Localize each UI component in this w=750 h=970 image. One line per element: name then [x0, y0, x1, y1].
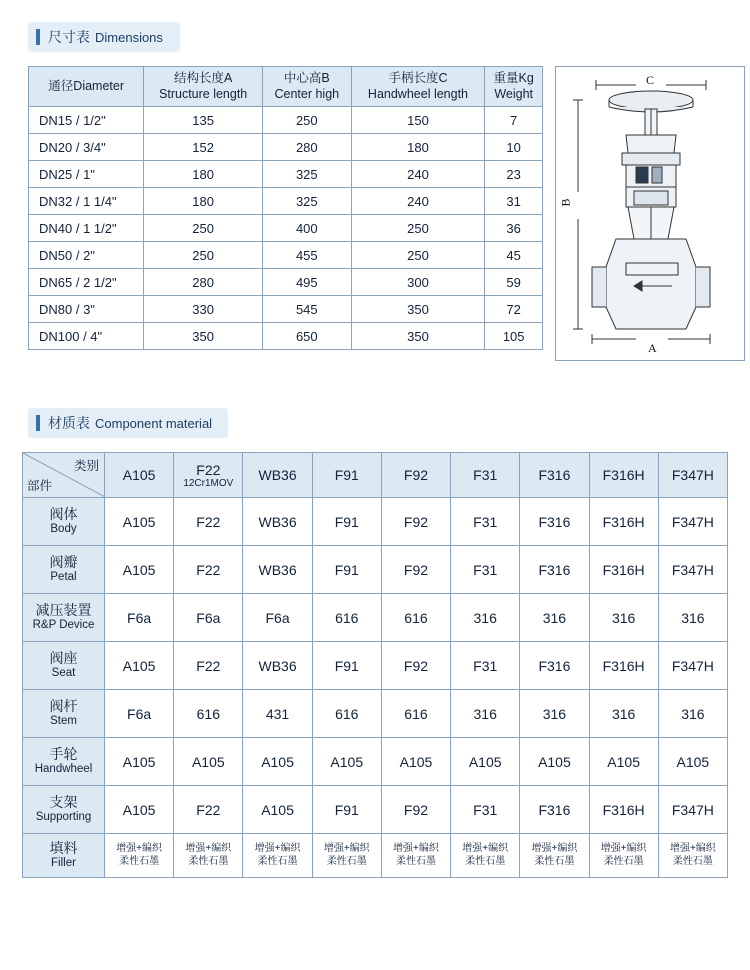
cell-filler	[243, 834, 312, 878]
rowhead-filler-en: Filler	[51, 857, 76, 869]
cell-material: A105	[243, 738, 312, 786]
cell-material: F6a	[105, 690, 174, 738]
cell-filler	[451, 834, 520, 878]
col-handwheel-length	[351, 67, 485, 107]
cell-material: 316	[451, 690, 520, 738]
cell-material: 616	[312, 690, 381, 738]
cell-handwheel-length: 250	[351, 215, 485, 242]
rowhead-rp-device-en: R&P Device	[32, 619, 95, 631]
table-row-stem	[23, 690, 728, 738]
table-row-filler	[23, 834, 728, 878]
cell-filler-line2: 柔性石墨	[672, 855, 713, 867]
cell-material: F22	[174, 498, 243, 546]
cell-material: A105	[243, 786, 312, 834]
cell-material: F316H	[589, 786, 658, 834]
table-row-rp-device	[23, 594, 728, 642]
cell-material: 616	[312, 594, 381, 642]
cell-structure-length: 350	[144, 323, 263, 350]
col-f91	[312, 453, 381, 498]
cell-material: F92	[381, 786, 450, 834]
cell-material: F6a	[243, 594, 312, 642]
rowhead-seat-en: Seat	[51, 667, 76, 679]
table-row-body	[23, 498, 728, 546]
col-f22-sub: 12Cr1MOV	[183, 477, 234, 489]
col-f22-label: F22	[196, 461, 221, 478]
drawing-label-a: A	[648, 341, 657, 355]
dimensions-title-en: Dimensions	[95, 29, 163, 45]
cell-structure-length: 330	[144, 296, 263, 323]
material-section	[0, 408, 750, 878]
table-row	[29, 242, 543, 269]
cell-material: 316	[520, 594, 589, 642]
cell-filler-line1: 增强+编织	[323, 843, 370, 854]
col-structure-length-en: Structure length	[159, 86, 248, 101]
cell-filler-line2: 柔性石墨	[465, 855, 506, 867]
cell-material: 616	[174, 690, 243, 738]
rowhead-stem	[23, 690, 105, 738]
col-f22	[174, 453, 243, 498]
cell-structure-length: 280	[144, 269, 263, 296]
cell-material: F92	[381, 498, 450, 546]
cell-material: A105	[589, 738, 658, 786]
cell-material: F92	[381, 642, 450, 690]
col-f31	[451, 453, 520, 498]
rowhead-seat	[23, 642, 105, 690]
col-wb36-label: WB36	[258, 467, 297, 483]
cell-center-high: 280	[262, 134, 351, 161]
col-diameter-cn: 通径Diameter	[48, 78, 125, 93]
cell-material: A105	[658, 738, 727, 786]
cell-material: F31	[451, 498, 520, 546]
cell-weight: 36	[485, 215, 543, 242]
cell-filler-line1: 增强+编织	[531, 843, 578, 854]
rowhead-petal-en: Petal	[50, 571, 77, 583]
corner-row-label: 部件	[27, 479, 53, 493]
cell-filler-line1: 增强+编织	[462, 843, 509, 854]
cell-material: F91	[312, 498, 381, 546]
col-diameter	[29, 67, 144, 107]
cell-filler-line1: 增强+编织	[185, 843, 232, 854]
cell-material: F347H	[658, 546, 727, 594]
cell-material: 616	[381, 690, 450, 738]
cell-material: F92	[381, 546, 450, 594]
cell-material: F91	[312, 546, 381, 594]
table-row	[29, 188, 543, 215]
cell-handwheel-length: 240	[351, 188, 485, 215]
cell-weight: 105	[485, 323, 543, 350]
cell-center-high: 545	[262, 296, 351, 323]
cell-material: A105	[520, 738, 589, 786]
cell-material: F6a	[105, 594, 174, 642]
dimensions-section	[0, 22, 750, 361]
cell-weight: 7	[485, 107, 543, 134]
material-table	[22, 452, 728, 878]
cell-filler	[520, 834, 589, 878]
cell-filler-line2: 柔性石墨	[257, 855, 298, 867]
cell-filler-line1: 增强+编织	[393, 843, 439, 854]
dimensions-body	[0, 66, 750, 361]
cell-material: 316	[589, 594, 658, 642]
cell-weight: 72	[485, 296, 543, 323]
cell-diameter: DN32 / 1 1/4"	[29, 188, 144, 215]
cell-structure-length: 180	[144, 161, 263, 188]
rowhead-supporting	[23, 786, 105, 834]
cell-diameter: DN100 / 4"	[29, 323, 144, 350]
cell-handwheel-length: 150	[351, 107, 485, 134]
col-f316-label: F316	[538, 467, 571, 483]
drawing-label-b: B	[558, 198, 573, 207]
rowhead-body	[23, 498, 105, 546]
material-title-cn: 材质表	[48, 415, 90, 431]
material-section-header	[28, 408, 228, 438]
col-f92	[381, 453, 450, 498]
table-row-handwheel	[23, 738, 728, 786]
material-body	[0, 452, 750, 878]
cell-material: A105	[174, 738, 243, 786]
table-row-supporting	[23, 786, 728, 834]
col-f31-label: F31	[473, 467, 498, 483]
rowhead-body-cn: 阀体	[49, 506, 78, 523]
rowhead-supporting-en: Supporting	[35, 811, 92, 823]
rowhead-rp-device-cn: 减压装置	[35, 602, 92, 619]
col-structure-length	[144, 67, 263, 107]
cell-handwheel-length: 350	[351, 323, 485, 350]
table-row-petal	[23, 546, 728, 594]
rowhead-filler	[23, 834, 105, 878]
cell-material: WB36	[243, 642, 312, 690]
cell-diameter: DN20 / 3/4"	[29, 134, 144, 161]
cell-material: F22	[174, 786, 243, 834]
cell-handwheel-length: 350	[351, 296, 485, 323]
table-row	[29, 107, 543, 134]
cell-material: F31	[451, 786, 520, 834]
cell-center-high: 400	[262, 215, 351, 242]
col-center-high-cn: 中心高B	[283, 71, 330, 85]
drawing-label-c: C	[646, 73, 655, 87]
cell-material: A105	[105, 786, 174, 834]
accent-bar-icon	[36, 415, 40, 431]
cell-filler-line2: 柔性石墨	[119, 855, 160, 867]
dimensions-title-cn: 尺寸表	[48, 29, 90, 45]
rowhead-body-en: Body	[50, 523, 77, 535]
rowhead-stem-cn: 阀杆	[49, 698, 78, 715]
col-weight-cn: 重量Kg	[493, 71, 534, 85]
cell-material: F31	[451, 642, 520, 690]
cell-center-high: 250	[262, 107, 351, 134]
cell-material: A105	[381, 738, 450, 786]
cell-center-high: 495	[262, 269, 351, 296]
cell-filler-line1: 增强+编织	[600, 843, 647, 854]
accent-bar-icon	[36, 29, 40, 45]
cell-material: 616	[381, 594, 450, 642]
cell-material: 316	[589, 690, 658, 738]
cell-filler-line2: 柔性石墨	[188, 855, 229, 867]
cell-material: A105	[105, 498, 174, 546]
rowhead-supporting-cn: 支架	[49, 794, 78, 811]
rowhead-stem-en: Stem	[50, 715, 77, 727]
cell-filler	[658, 834, 727, 878]
cell-material: F316	[520, 546, 589, 594]
table-header-row	[23, 453, 728, 498]
cell-material: 316	[520, 690, 589, 738]
cell-material: F347H	[658, 786, 727, 834]
cell-material: A105	[105, 738, 174, 786]
cell-material: 431	[243, 690, 312, 738]
cell-material: F316	[520, 642, 589, 690]
rowhead-filler-cn: 填料	[49, 840, 78, 857]
col-a105-label: A105	[122, 467, 156, 483]
cell-material: F316H	[589, 642, 658, 690]
cell-material: F316	[520, 786, 589, 834]
col-handwheel-length-cn: 手柄长度C	[388, 71, 448, 85]
col-f316	[520, 453, 589, 498]
cell-filler-line2: 柔性石墨	[395, 855, 436, 867]
cell-center-high: 650	[262, 323, 351, 350]
cell-material: A105	[105, 642, 174, 690]
cell-diameter: DN15 / 1/2"	[29, 107, 144, 134]
valve-drawing-svg	[556, 67, 744, 360]
cell-handwheel-length: 300	[351, 269, 485, 296]
cell-filler	[105, 834, 174, 878]
table-header-row	[29, 67, 543, 107]
cell-diameter: DN65 / 2 1/2"	[29, 269, 144, 296]
cell-filler-line2: 柔性石墨	[603, 855, 644, 867]
cell-material: A105	[451, 738, 520, 786]
dimensions-section-header	[28, 22, 180, 52]
cell-material: F316H	[589, 546, 658, 594]
cell-diameter: DN80 / 3"	[29, 296, 144, 323]
cell-material: 316	[658, 594, 727, 642]
cell-material: F347H	[658, 498, 727, 546]
cell-structure-length: 152	[144, 134, 263, 161]
table-row-seat	[23, 642, 728, 690]
cell-weight: 10	[485, 134, 543, 161]
cell-material: F347H	[658, 642, 727, 690]
col-weight	[485, 67, 543, 107]
cell-structure-length: 250	[144, 242, 263, 269]
cell-material: WB36	[243, 546, 312, 594]
rowhead-handwheel-cn: 手轮	[49, 746, 78, 763]
cell-filler-line2: 柔性石墨	[326, 855, 367, 867]
cell-material: F22	[174, 642, 243, 690]
rowhead-petal	[23, 546, 105, 594]
cell-material: A105	[105, 546, 174, 594]
cell-structure-length: 250	[144, 215, 263, 242]
col-f91-label: F91	[334, 467, 359, 483]
col-weight-en: Weight	[494, 86, 533, 101]
rowhead-handwheel-en: Handwheel	[34, 763, 93, 775]
cell-material: WB36	[243, 498, 312, 546]
cell-filler-line1: 增强+编织	[116, 843, 163, 854]
col-f316h	[589, 453, 658, 498]
cell-center-high: 455	[262, 242, 351, 269]
table-row	[29, 134, 543, 161]
cell-material: 316	[658, 690, 727, 738]
cell-material: F91	[312, 642, 381, 690]
cell-material: F22	[174, 546, 243, 594]
rowhead-seat-cn: 阀座	[49, 650, 78, 667]
cell-material: F91	[312, 786, 381, 834]
rowhead-handwheel	[23, 738, 105, 786]
cell-filler	[589, 834, 658, 878]
cell-weight: 23	[485, 161, 543, 188]
table-row	[29, 296, 543, 323]
valve-drawing	[555, 66, 745, 361]
col-handwheel-length-en: Handwheel length	[367, 86, 468, 101]
cell-structure-length: 135	[144, 107, 263, 134]
col-f347h	[658, 453, 727, 498]
rowhead-petal-cn: 阀瓣	[49, 554, 78, 571]
table-row	[29, 161, 543, 188]
cell-center-high: 325	[262, 188, 351, 215]
cell-handwheel-length: 250	[351, 242, 485, 269]
cell-material: F6a	[174, 594, 243, 642]
cell-material: A105	[312, 738, 381, 786]
col-structure-length-cn: 结构长度A	[173, 71, 233, 85]
cell-weight: 31	[485, 188, 543, 215]
col-wb36	[243, 453, 312, 498]
cell-handwheel-length: 180	[351, 134, 485, 161]
cell-handwheel-length: 240	[351, 161, 485, 188]
cell-filler-line2: 柔性石墨	[534, 855, 575, 867]
cell-material: F316H	[589, 498, 658, 546]
cell-filler	[312, 834, 381, 878]
table-row	[29, 323, 543, 350]
col-center-high-en: Center high	[274, 86, 340, 101]
table-row	[29, 215, 543, 242]
col-f347h-label: F347H	[671, 467, 714, 483]
material-title-en: Component material	[95, 415, 213, 431]
cell-weight: 45	[485, 242, 543, 269]
col-a105	[105, 453, 174, 498]
table-row	[29, 269, 543, 296]
dimensions-table	[28, 66, 543, 350]
cell-material: 316	[451, 594, 520, 642]
rowhead-rp-device	[23, 594, 105, 642]
cell-material: F316	[520, 498, 589, 546]
cell-filler	[174, 834, 243, 878]
cell-filler-line1: 增强+编织	[669, 843, 716, 854]
cell-material: F31	[451, 546, 520, 594]
corner-header	[23, 453, 105, 498]
cell-center-high: 325	[262, 161, 351, 188]
col-f316h-label: F316H	[602, 467, 645, 483]
cell-diameter: DN50 / 2"	[29, 242, 144, 269]
col-f92-label: F92	[403, 467, 429, 483]
cell-diameter: DN25 / 1"	[29, 161, 144, 188]
cell-filler-line1: 增强+编织	[254, 843, 301, 854]
cell-diameter: DN40 / 1 1/2"	[29, 215, 144, 242]
cell-structure-length: 180	[144, 188, 263, 215]
col-center-high	[262, 67, 351, 107]
corner-col-label: 类别	[73, 459, 99, 473]
cell-weight: 59	[485, 269, 543, 296]
cell-filler	[381, 834, 450, 878]
